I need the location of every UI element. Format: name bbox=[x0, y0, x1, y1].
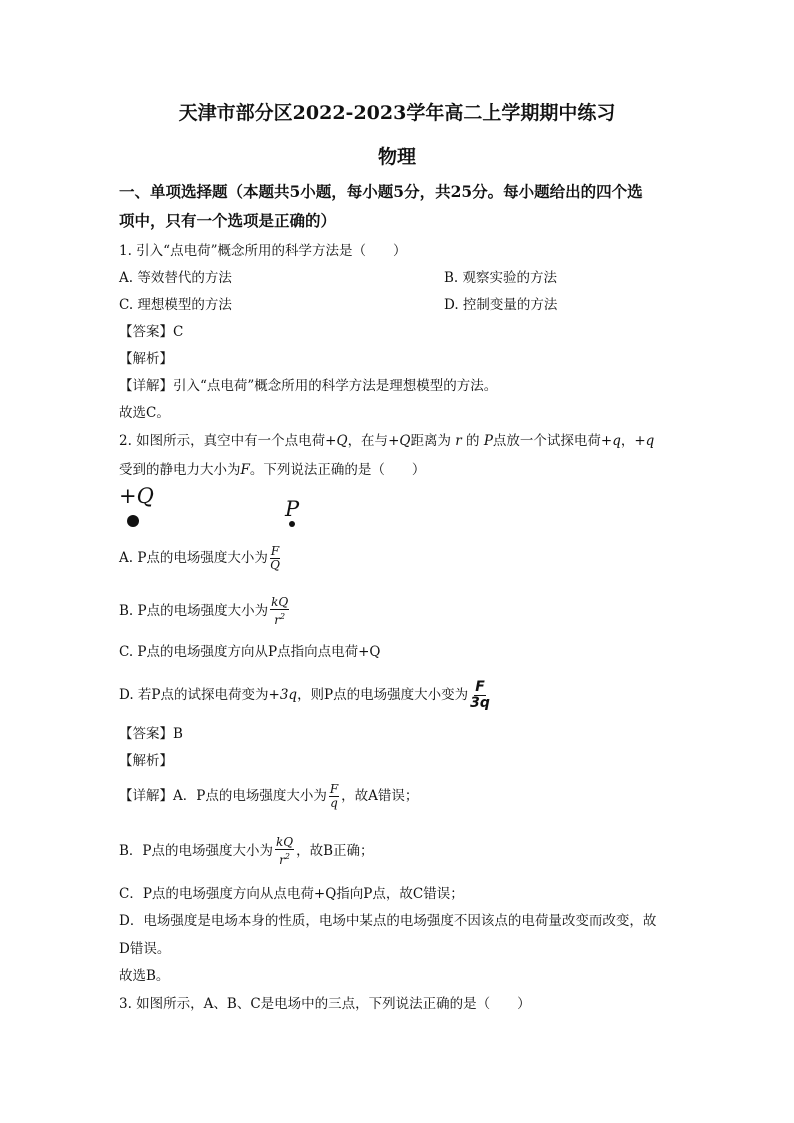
point-charge-dot bbox=[127, 515, 139, 527]
q1-option-b: B. 观察实验的方法 bbox=[444, 270, 558, 286]
subject-title: 物理 bbox=[377, 146, 416, 168]
q2-stem-line1: 2. 如图所示，真空中有一个点电荷+Q，在与+Q距离为 r 的 P点放一个试探电荷+q，+q bbox=[119, 433, 655, 449]
figure-label-point: P bbox=[285, 497, 300, 521]
figure-label-charge: +Q bbox=[119, 484, 154, 508]
q1-option-c: C. 理想模型的方法 bbox=[119, 297, 232, 313]
q2-analysis: 【解析】 bbox=[119, 753, 173, 769]
q2-option-a: A. P点的电场强度大小为 $\frac{F}{Q}$ bbox=[119, 544, 280, 572]
q1-answer: 【答案】C bbox=[119, 324, 184, 340]
q2-option-c: C. P点的电场强度方向从P点指向点电荷+Q bbox=[119, 644, 381, 660]
point-p-dot bbox=[289, 521, 295, 527]
q2-conclusion: 故选B。 bbox=[119, 968, 170, 984]
section-heading-line1: 一、单项选择题（本题共5小题，每小题5分，共25分。每小题给出的四个选 bbox=[119, 182, 643, 201]
q1-option-d: D. 控制变量的方法 bbox=[444, 297, 558, 313]
q2-option-b: B. P点的电场强度大小为 $\frac{kQ}{r^2}$ bbox=[119, 595, 289, 627]
q2-option-d: D. 若P点的试探电荷变为+3q，则P点的电场强度大小变为 $\frac{F}{3q}$ bbox=[119, 679, 490, 711]
q2-stem-line2: 受到的静电力大小为F。下列说法正确的是（ ） bbox=[119, 462, 426, 478]
q3-stem: 3. 如图所示，A、B、C是电场中的三点，下列说法正确的是（ ） bbox=[119, 996, 531, 1012]
q1-option-a: A. 等效替代的方法 bbox=[119, 270, 232, 286]
q2-answer: 【答案】B bbox=[119, 726, 183, 742]
q1-stem: 1. 引入“点电荷”概念所用的科学方法是（ ） bbox=[119, 243, 407, 259]
q1-conclusion: 故选C。 bbox=[119, 405, 170, 421]
section-heading-line2: 项中，只有一个选项是正确的） bbox=[119, 211, 337, 230]
q2-detail-b: B．P点的电场强度大小为 $\frac{kQ}{r^2}$ ，故B正确； bbox=[119, 835, 374, 867]
document-title: 天津市部分区2022-2023学年高二上学期期中练习 bbox=[178, 102, 616, 124]
q1-detail: 【详解】引入“点电荷”概念所用的科学方法是理想模型的方法。 bbox=[119, 378, 498, 394]
q2-detail-c: C．P点的电场强度方向从点电荷+Q指向P点，故C错误； bbox=[119, 886, 464, 902]
q2-detail-d-line1: D．电场强度是电场本身的性质，电场中某点的电场强度不因该点的电荷量改变而改变，故 bbox=[119, 913, 657, 929]
q1-analysis: 【解析】 bbox=[119, 351, 173, 367]
q2-detail-a: 【详解】A．P点的电场强度大小为 $\frac{F}{q}$ ，故A错误； bbox=[119, 782, 419, 810]
q2-detail-d-line2: D错误。 bbox=[119, 941, 171, 957]
